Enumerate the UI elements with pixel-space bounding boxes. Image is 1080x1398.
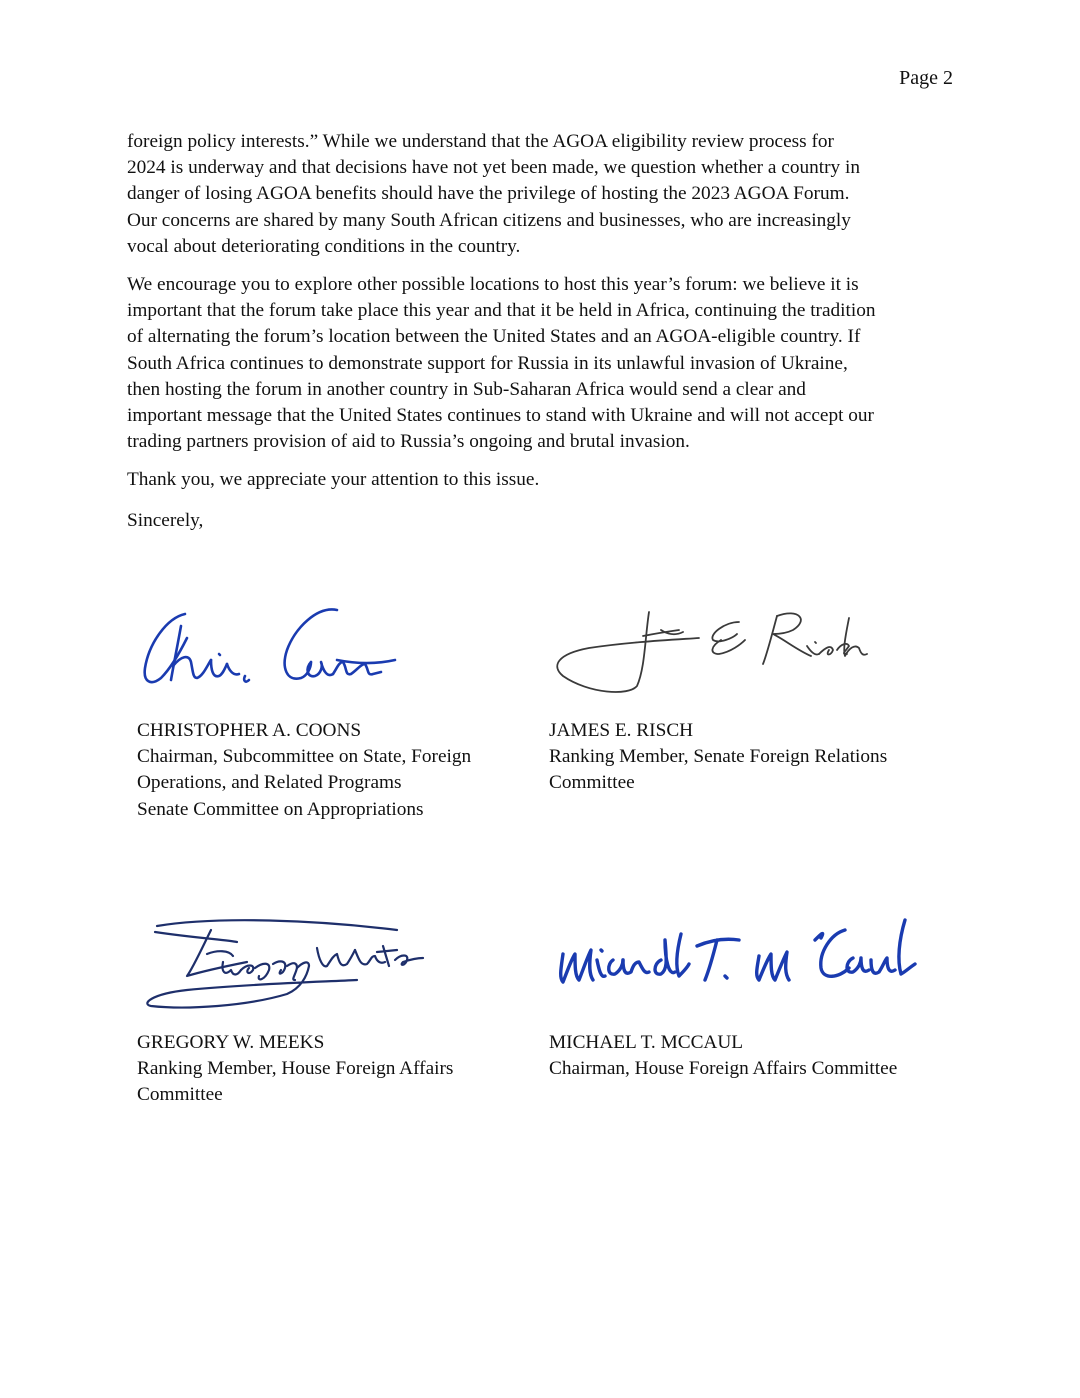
signature-block-meeks xyxy=(137,910,557,1109)
signatory-title-risch: Ranking Member, Senate Foreign Relations Committee xyxy=(549,746,888,794)
signature-mccaul-image xyxy=(549,910,939,1010)
signature-coons-image xyxy=(137,598,397,698)
signature-meeks xyxy=(137,910,557,1020)
signature-risch xyxy=(549,598,969,708)
signature-block-coons xyxy=(137,598,557,823)
signature-mccaul xyxy=(549,910,969,1020)
page-number: Page 2 xyxy=(899,67,953,89)
signatory-name-risch: JAMES E. RISCH xyxy=(549,720,694,741)
signature-coons xyxy=(137,598,557,708)
signatory-title-meeks: Ranking Member, House Foreign Affairs Committee xyxy=(137,1058,454,1106)
paragraph-alternative-location: We encourage you to explore other possible locations to host this year’s forum: we believe it is important that the forum take place this year and that it be held in Africa, continuing the tradition of alternating the forum’s location between the United States and an AGOA-eligible country. If South Africa continues to demonstrate support for Russia in its unlawful invasion of Ukraine, then hosting the forum in another country in Sub-Saharan Africa would send a clear and important message that the United States continues to stand with Ukraine and will not accept our trading partners provision of aid to Russia’s ongoing and brutal invasion. xyxy=(127,274,876,453)
signatory-name-mccaul: MICHAEL T. MCCAUL xyxy=(549,1032,744,1053)
signature-risch-image xyxy=(549,598,869,698)
paragraph-concerns: foreign policy interests.” While we understand that the AGOA eligibility review process for 2024 is underway and that decisions have not yet been made, we question whether a country in danger of losing AGOA benefits should have the privilege of hosting the 2023 AGOA Forum. Our concerns are shared by many South African citizens and businesses, who are increasingly vocal about deteriorating conditions in the country. xyxy=(127,131,861,257)
paragraph-thanks: Thank you, we appreciate your attention to this issue. xyxy=(127,469,540,491)
signatory-title-mccaul: Chairman, House Foreign Affairs Committee xyxy=(549,1058,898,1080)
signatory-name-coons: CHRISTOPHER A. COONS xyxy=(137,720,362,741)
signature-block-mccaul xyxy=(549,910,969,1082)
signatory-title-coons: Chairman, Subcommittee on State, Foreign Operations, and Related Programs Senate Committee on Appropriations xyxy=(137,746,472,820)
signature-block-risch xyxy=(549,598,969,797)
signatory-name-meeks: GREGORY W. MEEKS xyxy=(137,1032,325,1053)
signature-meeks-image xyxy=(137,910,427,1020)
letter-body xyxy=(127,129,962,548)
closing-salutation: Sincerely, xyxy=(127,509,204,531)
